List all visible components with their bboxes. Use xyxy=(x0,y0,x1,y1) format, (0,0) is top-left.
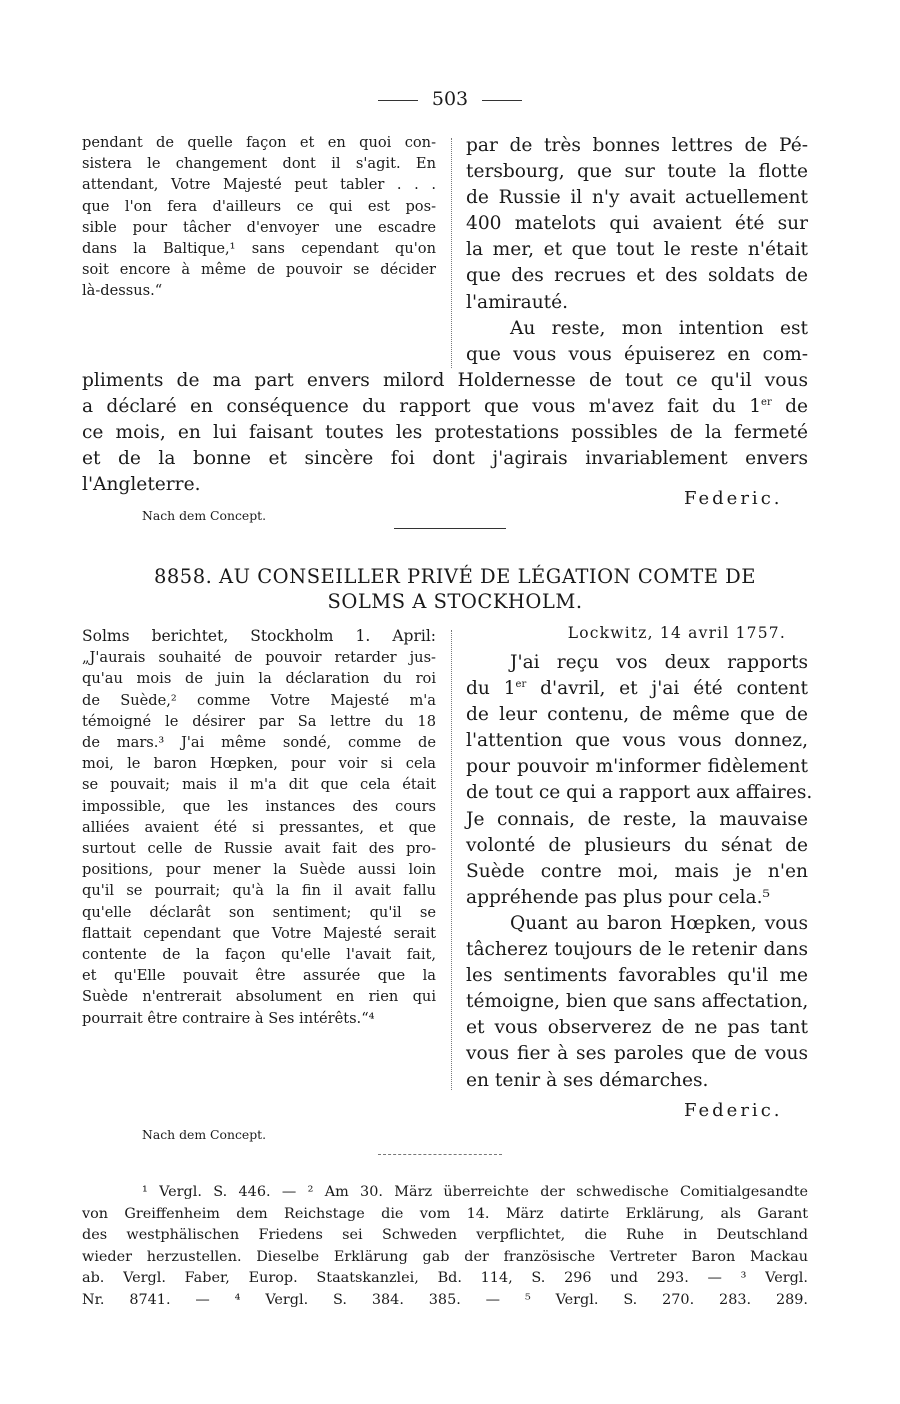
page-number-text: 503 xyxy=(431,88,469,110)
text-line: et qu'Elle pouvait être assurée que la xyxy=(82,967,436,985)
text-line: témoigne, bien que sans affectation, xyxy=(466,991,809,1013)
text-line: „J'aurais souhaité de pouvoir retarder jus- xyxy=(82,649,436,667)
section-divider-rule xyxy=(394,528,506,529)
text-line: que des recrues et des soldats de xyxy=(466,265,808,287)
heading-line-1: 8858. AU CONSEILLER PRIVÉ DE LÉGATION COMTE DE xyxy=(153,565,757,588)
footnote-line: ab. Vergl. Faber, Europ. Staatskanzlei, Bd. 114, S. 296 und 293. — ³ Vergl. xyxy=(82,1270,808,1287)
report-summary xyxy=(82,626,436,1029)
text-line: appréhende pas plus pour cela.⁵ xyxy=(466,886,770,908)
text-line: l'Angleterre. xyxy=(82,474,201,496)
text-line: flattait cependant que Votre Majesté serait xyxy=(82,924,436,942)
text-line: sible pour tâcher d'envoyer une escadre xyxy=(82,218,436,236)
text-line: Suède n'entrerait absolument en rien qui xyxy=(82,988,436,1006)
top-left-paragraph xyxy=(82,132,436,302)
letter-heading xyxy=(110,564,800,614)
text-line: et de la bonne et sincère foi dont j'agirais invariablement envers xyxy=(82,448,808,470)
source-note-2: Nach dem Concept. xyxy=(142,1127,267,1142)
top-right-paragraph xyxy=(466,133,808,368)
text-line: contente de la façon qu'elle l'avait fait, xyxy=(82,946,436,964)
text-line: surtout celle de Russie avait fait des pro- xyxy=(82,840,436,858)
page-number-dash-right xyxy=(482,100,522,101)
text-line: de leur contenu, de même que de xyxy=(466,704,808,726)
signature-1: Federic. xyxy=(684,488,783,509)
text-line: par de très bonnes lettres de Pé- xyxy=(466,135,808,156)
text-line: tersbourg, que sur toute la flotte xyxy=(466,161,808,183)
text-line: J'ai reçu vos deux rapports xyxy=(510,652,808,673)
text-line: vous fier à ses paroles que de vous xyxy=(466,1043,808,1065)
column-divider-top xyxy=(451,138,452,368)
text-line: l'attention que vous vous donnez, xyxy=(466,730,808,752)
source-note-1: Nach dem Concept. xyxy=(142,508,267,523)
text-line: en tenir à ses démarches. xyxy=(466,1069,709,1091)
text-line: moi, le baron Hœpken, pour voir si cela xyxy=(82,755,436,773)
footnote-separator xyxy=(378,1154,502,1155)
text-line: Au reste, mon intention est xyxy=(510,317,808,339)
text-line: positions, pour mener la Suède aussi loin xyxy=(82,861,436,879)
text-line: pliments de ma part envers milord Holdernesse de tout ce qu'il vous xyxy=(82,370,808,391)
text-line: soit encore à même de pouvoir se décider xyxy=(82,261,436,279)
letter-body xyxy=(466,650,813,1094)
text-line: Solms berichtet, Stockholm 1. April: xyxy=(82,627,436,645)
page-number xyxy=(0,88,900,110)
text-line: de tout ce qui a rapport aux affaires. xyxy=(466,782,813,804)
signature-2: Federic. xyxy=(684,1100,783,1121)
text-line: là-dessus.“ xyxy=(82,282,163,300)
text-line: de mars.³ J'ai même sondé, comme de xyxy=(82,734,436,752)
text-line: pourrait être contraire à Ses intérêts.“⁴ xyxy=(82,1009,375,1027)
text-line: 400 matelots qui avaient été sur xyxy=(466,213,808,235)
text-line: tâcherez toujours de le retenir dans xyxy=(466,939,808,961)
text-line: dans la Baltique,¹ sans cependant qu'on xyxy=(82,240,436,258)
top-full-paragraph xyxy=(82,368,808,498)
dateline: Lockwitz, 14 avril 1757. xyxy=(567,624,786,642)
text-line: alliées avaient été si pressantes, et que xyxy=(82,818,436,836)
text-line: Je connais, de reste, la mauvaise xyxy=(466,808,808,830)
text-line: qu'il se pourrait; qu'à la fin il avait fallu xyxy=(82,882,436,900)
text-line: sistera le changement dont il s'agit. En xyxy=(82,155,436,173)
footnotes xyxy=(82,1182,808,1312)
text-line: pendant de quelle façon et en quoi con- xyxy=(82,134,436,151)
text-line: pour pouvoir m'informer fidèlement xyxy=(466,756,808,778)
column-divider-bottom xyxy=(451,630,452,1090)
footnote-line: von Greiffenheim dem Reichstage die vom 14. März datirte Erklärung, als Garant xyxy=(82,1205,808,1222)
text-line: ce mois, en lui faisant toutes les protestations possibles de la fermeté xyxy=(82,422,808,444)
text-line: volonté de plusieurs du sénat de xyxy=(466,834,808,856)
text-line: que l'on fera d'ailleurs ce qui est pos- xyxy=(82,197,436,215)
footnote-line: ¹ Vergl. S. 446. — ² Am 30. März überreichte der schwedische Comitialgesandte xyxy=(142,1184,808,1200)
footnote-line: wieder herzustellen. Dieselbe Erklärung gab der französische Vertreter Baron Mackau xyxy=(82,1248,808,1265)
text-line: attendant, Votre Majesté peut tabler . . . xyxy=(82,176,436,194)
text-line: qu'elle déclarât son sentiment; qu'il se xyxy=(82,903,436,921)
text-line: de Suède,² comme Votre Majesté m'a xyxy=(82,691,436,709)
footnote-line: Nr. 8741. — ⁴ Vergl. S. 384. 385. — ⁵ Vergl. S. 270. 283. 289. xyxy=(82,1291,808,1308)
page-number-dash-left xyxy=(378,100,418,101)
text-line: Suède contre moi, mais je n'en xyxy=(466,860,808,882)
text-line: que vous vous épuiserez en com- xyxy=(466,343,808,365)
text-line: l'amirauté. xyxy=(466,291,569,313)
text-line: les sentiments favorables qu'il me xyxy=(466,965,808,987)
text-line: du 1er d'avril, et j'ai été content xyxy=(466,678,808,700)
text-line: et vous observerez de ne pas tant xyxy=(466,1017,808,1039)
text-line: qu'au mois de juin la déclaration du roi xyxy=(82,670,436,688)
text-line: se pouvait; mais il m'a dit que cela était xyxy=(82,776,436,794)
heading-line-2: SOLMS A STOCKHOLM. xyxy=(327,590,583,613)
footnote-line: des westphälischen Friedens sei Schweden verpflichtet, die Ruhe in Deutschland xyxy=(82,1227,808,1244)
text-line: Quant au baron Hœpken, vous xyxy=(510,912,808,934)
text-line: impossible, que les instances des cours xyxy=(82,797,436,815)
text-line: la mer, et que tout le reste n'était xyxy=(466,239,808,261)
text-line: de Russie il n'y avait actuellement xyxy=(466,187,808,209)
text-line: témoigné le désirer par Sa lettre du 18 xyxy=(82,712,436,730)
text-line: a déclaré en conséquence du rapport que vous m'avez fait du 1er de xyxy=(82,396,808,418)
